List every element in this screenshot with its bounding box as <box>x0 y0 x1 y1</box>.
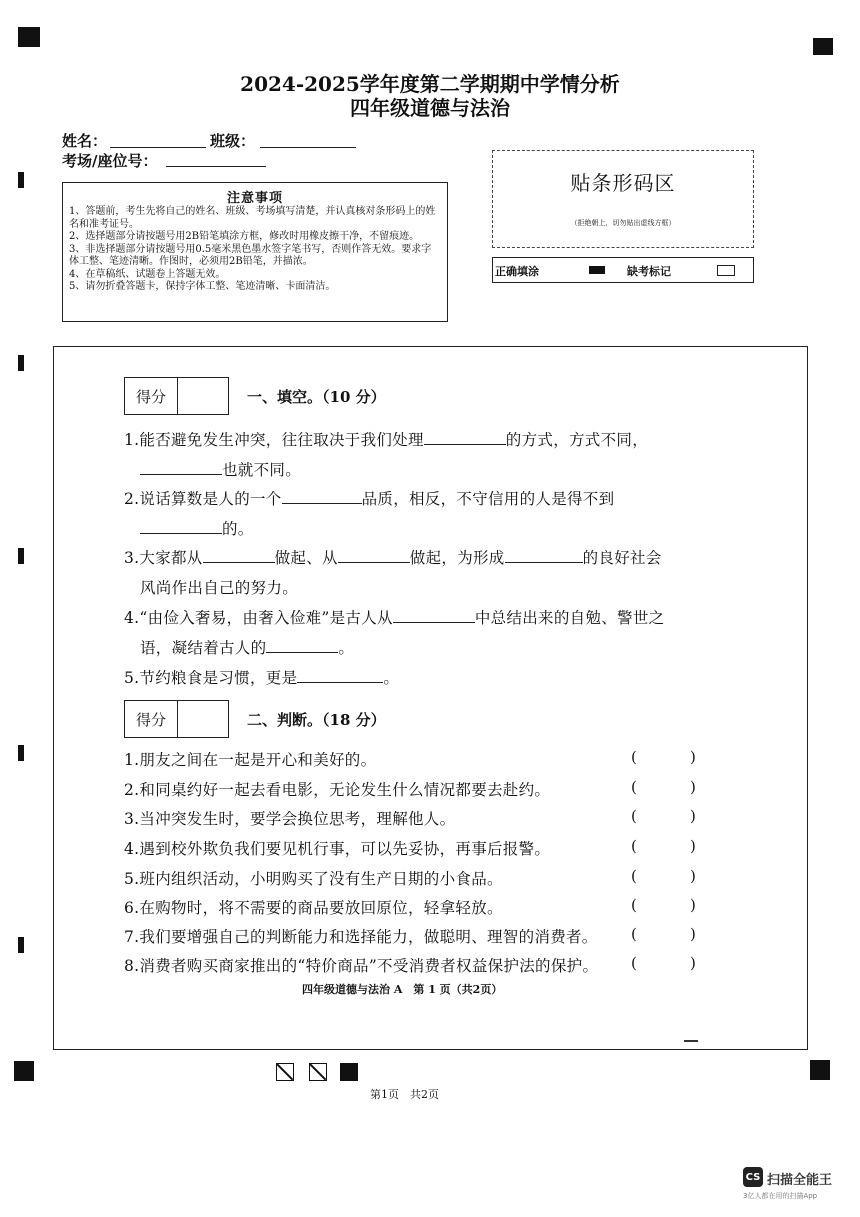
notice-item: 3、非选择题部分请按题号用0.5毫米黑色墨水签字笔书写，否则作答无效。要求字体工整、笔迹清晰。作图时，必须用2B铅笔，并描浓。 <box>69 243 432 267</box>
barcode-area[interactable] <box>492 150 754 248</box>
judge-question-2: 2.和同桌约好一起去看电影，无论发生什么情况都要去赴约。 <box>124 781 551 799</box>
scan-speck <box>684 1040 698 1042</box>
score-label: 得分 <box>125 701 178 737</box>
answer-paren-close: ) <box>690 896 696 914</box>
score-input[interactable] <box>178 378 228 414</box>
corner-mark-top-right <box>813 38 833 55</box>
answer-paren-close: ) <box>690 867 696 885</box>
answer-paren-open[interactable]: ( <box>631 778 637 796</box>
inner-page-number: 四年级道德与法治 A 第 1 页（共2页） <box>302 983 503 996</box>
answer-paren-open[interactable]: ( <box>631 867 637 885</box>
corner-mark-bottom-right <box>810 1060 830 1080</box>
answer-paren-close: ) <box>690 807 696 825</box>
answer-paren-open[interactable]: ( <box>631 807 637 825</box>
score-label: 得分 <box>125 378 178 414</box>
name-label: 姓名： <box>62 132 108 150</box>
outer-page-number: 第1页 共2页 <box>370 1088 439 1101</box>
judge-question-6: 6.在购物时，将不需要的商品要放回原位，轻拿轻放。 <box>124 899 503 917</box>
answer-paren-close: ) <box>690 925 696 943</box>
fill-question-5: 5.节约粮食是习惯，更是 。 <box>124 669 400 687</box>
corner-mark-bottom-left <box>14 1061 34 1081</box>
answer-paren-close: ) <box>690 954 696 972</box>
fill-question-1: 1.能否避免发生冲突，往往取决于我们处理 的方式，方式不同， <box>124 431 648 449</box>
timing-mark <box>18 172 24 188</box>
corner-mark-top-left <box>18 27 40 47</box>
fill-question-3: 3.大家都从 做起、从 做起，为形成 的良好社会 <box>124 549 662 567</box>
page-box-crossed-icon <box>276 1063 294 1081</box>
notice-item: 2、选择题部分请按题号用2B铅笔填涂方框，修改时用橡皮擦干净，不留痕迹。 <box>69 231 420 242</box>
fill-question-2-cont: 的。 <box>140 517 254 539</box>
section1-title: 一、填空。（10 分） <box>247 388 386 406</box>
correct-fill-sample-icon <box>589 266 605 274</box>
answer-blank[interactable] <box>505 548 583 563</box>
seat-label: 考场/座位号： <box>62 152 158 170</box>
timing-mark <box>18 355 24 371</box>
barcode-title: 贴条形码区 <box>570 171 676 195</box>
correct-fill-label: 正确填涂 <box>495 265 539 278</box>
judge-question-1: 1.朋友之间在一起是开心和美好的。 <box>124 751 377 769</box>
answer-blank[interactable] <box>338 548 410 563</box>
exam-subject: 四年级道德与法治 <box>350 96 510 120</box>
section1-score-box <box>124 377 229 415</box>
absent-mark-checkbox[interactable] <box>717 265 735 276</box>
judge-question-5: 5.班内组织活动，小明购买了没有生产日期的小食品。 <box>124 870 503 888</box>
class-label: 班级： <box>210 132 256 150</box>
answer-paren-open[interactable]: ( <box>631 925 637 943</box>
answer-paren-open[interactable]: ( <box>631 748 637 766</box>
fill-question-3-cont: 风尚作出自己的努力。 <box>140 579 299 597</box>
seat-field[interactable] <box>166 166 266 167</box>
notice-item: 5、请勿折叠答题卡，保持字体工整、笔迹清晰、卡面清洁。 <box>69 281 336 292</box>
answer-paren-close: ) <box>690 837 696 855</box>
notice-title: 注意事项 <box>226 191 283 206</box>
judge-question-7: 7.我们要增强自己的判断能力和选择能力，做聪明、理智的消费者。 <box>124 928 598 946</box>
answer-blank[interactable] <box>140 519 222 534</box>
exam-title: 2024-2025学年度第二学期期中学情分析 <box>240 72 620 96</box>
watermark-tagline: 3亿人都在用的扫描App <box>743 1192 818 1200</box>
fill-question-2: 2.说话算数是人的一个 品质，相反，不守信用的人是得不到 <box>124 490 615 508</box>
section2-title: 二、判断。（18 分） <box>247 711 386 729</box>
absent-mark-label: 缺考标记 <box>627 265 671 278</box>
notice-item: 4、在草稿纸、试题卷上答题无效。 <box>69 268 226 280</box>
section2-score-box <box>124 700 229 738</box>
judge-question-4: 4.遇到校外欺负我们要见机行事，可以先妥协，再事后报警。 <box>124 840 551 858</box>
fill-question-4: 4.“由俭入奢易，由奢入俭难”是古人从 中总结出来的自勉、警世之 <box>124 609 665 627</box>
answer-paren-close: ) <box>690 748 696 766</box>
timing-mark <box>18 745 24 761</box>
fill-question-1-cont: 也就不同。 <box>140 458 301 480</box>
barcode-hint: （拒绝朝上，切勿贴出虚线方框） <box>570 219 676 227</box>
name-field[interactable] <box>110 147 206 148</box>
timing-mark <box>18 548 24 564</box>
answer-blank[interactable] <box>266 638 338 653</box>
notice-item: 1、答题前，考生先将自己的姓名、班级、考场填写清楚，并认真核对条形码上的姓名和准考证号。 <box>69 206 436 230</box>
judge-question-3: 3.当冲突发生时，要学会换位思考，理解他人。 <box>124 810 456 828</box>
answer-blank[interactable] <box>140 460 222 475</box>
answer-blank[interactable] <box>282 489 362 504</box>
answer-blank[interactable] <box>203 548 275 563</box>
answer-blank[interactable] <box>393 608 475 623</box>
notice-list <box>63 206 447 294</box>
answer-blank[interactable] <box>424 430 506 445</box>
answer-paren-open[interactable]: ( <box>631 837 637 855</box>
page-box-filled-icon <box>340 1063 358 1081</box>
score-input[interactable] <box>178 701 228 737</box>
page-box-crossed-icon <box>309 1063 327 1081</box>
timing-mark <box>18 937 24 953</box>
answer-blank[interactable] <box>297 668 383 683</box>
camscanner-logo-icon: CS <box>743 1167 763 1187</box>
watermark-brand: 扫描全能王 <box>767 1173 833 1188</box>
fill-legend <box>492 257 754 283</box>
answer-paren-open[interactable]: ( <box>631 896 637 914</box>
answer-paren-close: ) <box>690 778 696 796</box>
notice-box <box>62 182 448 322</box>
judge-question-8: 8.消费者购买商家推出的“特价商品”不受消费者权益保护法的保护。 <box>124 957 599 975</box>
class-field[interactable] <box>260 147 356 148</box>
fill-question-4-cont: 语，凝结着古人的 。 <box>140 639 355 657</box>
answer-paren-open[interactable]: ( <box>631 954 637 972</box>
